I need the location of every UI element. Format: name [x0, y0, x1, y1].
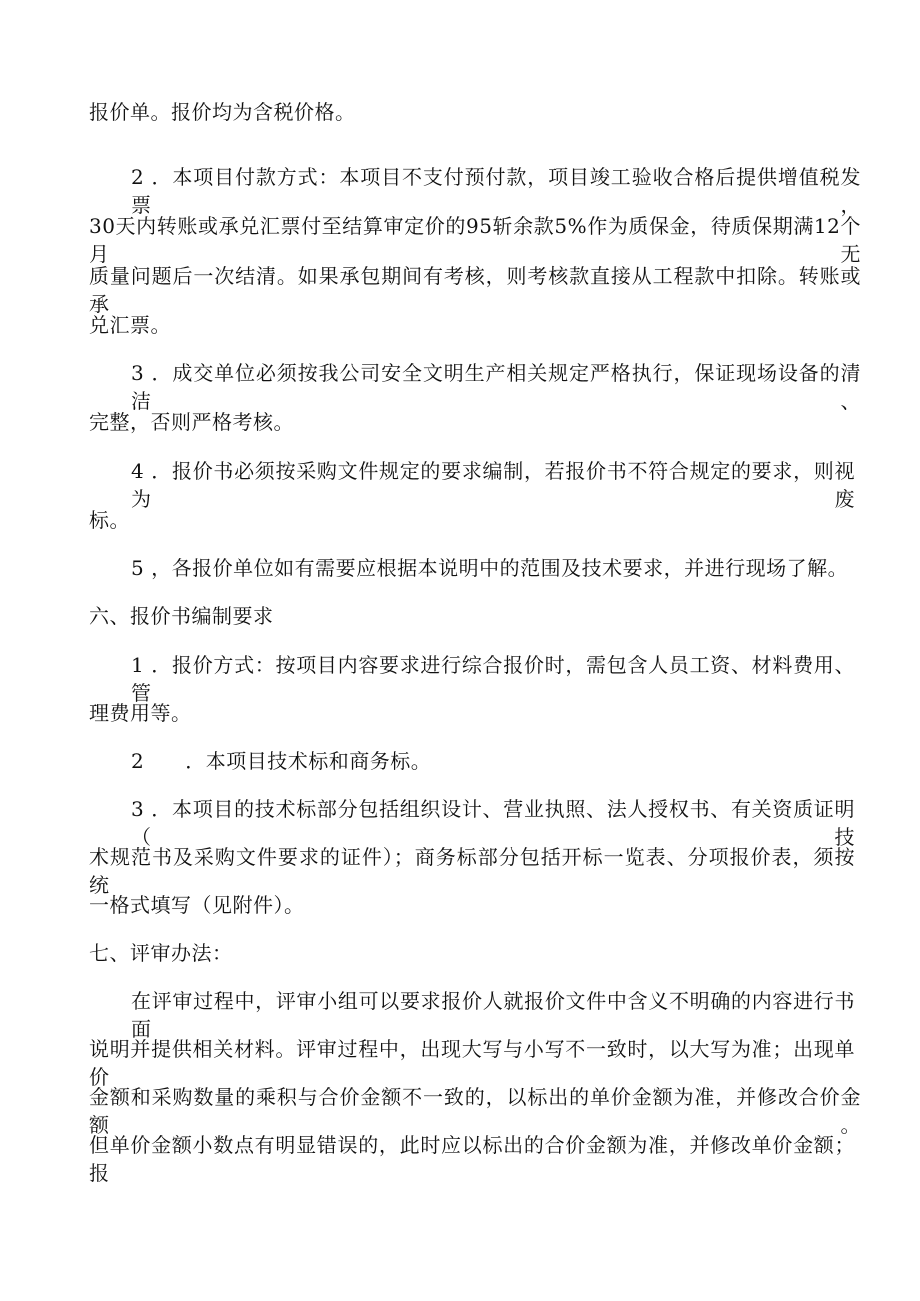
text-line: 标。 — [89, 508, 130, 532]
section-heading: 七、评审办法： — [89, 941, 233, 965]
text-line: 金额和采购数量的乘积与合价金额不一致的，以标出的单价金额为准，并修改合价金额。 — [89, 1085, 861, 1137]
text-line: 5 ，各报价单位如有需要应根据本说明中的范围及技术要求，并进行现场了解。 — [131, 556, 849, 580]
text-line: 理费用等。 — [89, 701, 192, 725]
text-line: 在评审过程中，评审小组可以要求报价人就报价文件中含义不明确的内容进行书面 — [131, 989, 855, 1041]
text-line: 1 ．报价方式：按项目内容要求进行综合报价时，需包含人员工资、材料费用、管 — [131, 653, 855, 705]
text-line: 4 ．报价书必须按采购文件规定的要求编制，若报价书不符合规定的要求，则视为废 — [131, 459, 855, 511]
text-line: 但单价金额小数点有明显错误的，此时应以标出的合价金额为准，并修改单价金额；报 — [89, 1133, 855, 1185]
text-line: 2 ．本项目技术标和商务标。 — [131, 749, 432, 773]
text-line: 质量问题后一次结清。如果承包期间有考核，则考核款直接从工程款中扣除。转账或承 — [89, 264, 861, 316]
text-line: 说明并提供相关材料。评审过程中，出现大写与小写不一致时，以大写为准；出现单价 — [89, 1037, 855, 1089]
text-line: 完整，否则严格考核。 — [89, 410, 294, 434]
text-line: 3 ．本项目的技术标部分包括组织设计、营业执照、法人授权书、有关资质证明（技 — [131, 797, 855, 849]
text-line: 一格式填写（见附件）。 — [89, 893, 305, 917]
text-line: 报价单。报价均为含税价格。 — [89, 100, 356, 124]
text-line: 2 ．本项目付款方式：本项目不支付预付款，项目竣工验收合格后提供增值税发票， — [131, 165, 861, 217]
text-line: 3 ．成交单位必须按我公司安全文明生产相关规定严格执行，保证现场设备的清洁、 — [131, 361, 861, 413]
text-line: 术规范书及采购文件要求的证件）；商务标部分包括开标一览表、分项报价表，须按统 — [89, 845, 855, 897]
text-line: 兑汇票。 — [89, 313, 171, 337]
text-line: 30天内转账或承兑汇票付至结算审定价的95斩余款5%作为质保金，待质保期满12个月无 — [89, 214, 861, 266]
section-heading: 六、报价书编制要求 — [89, 604, 274, 628]
